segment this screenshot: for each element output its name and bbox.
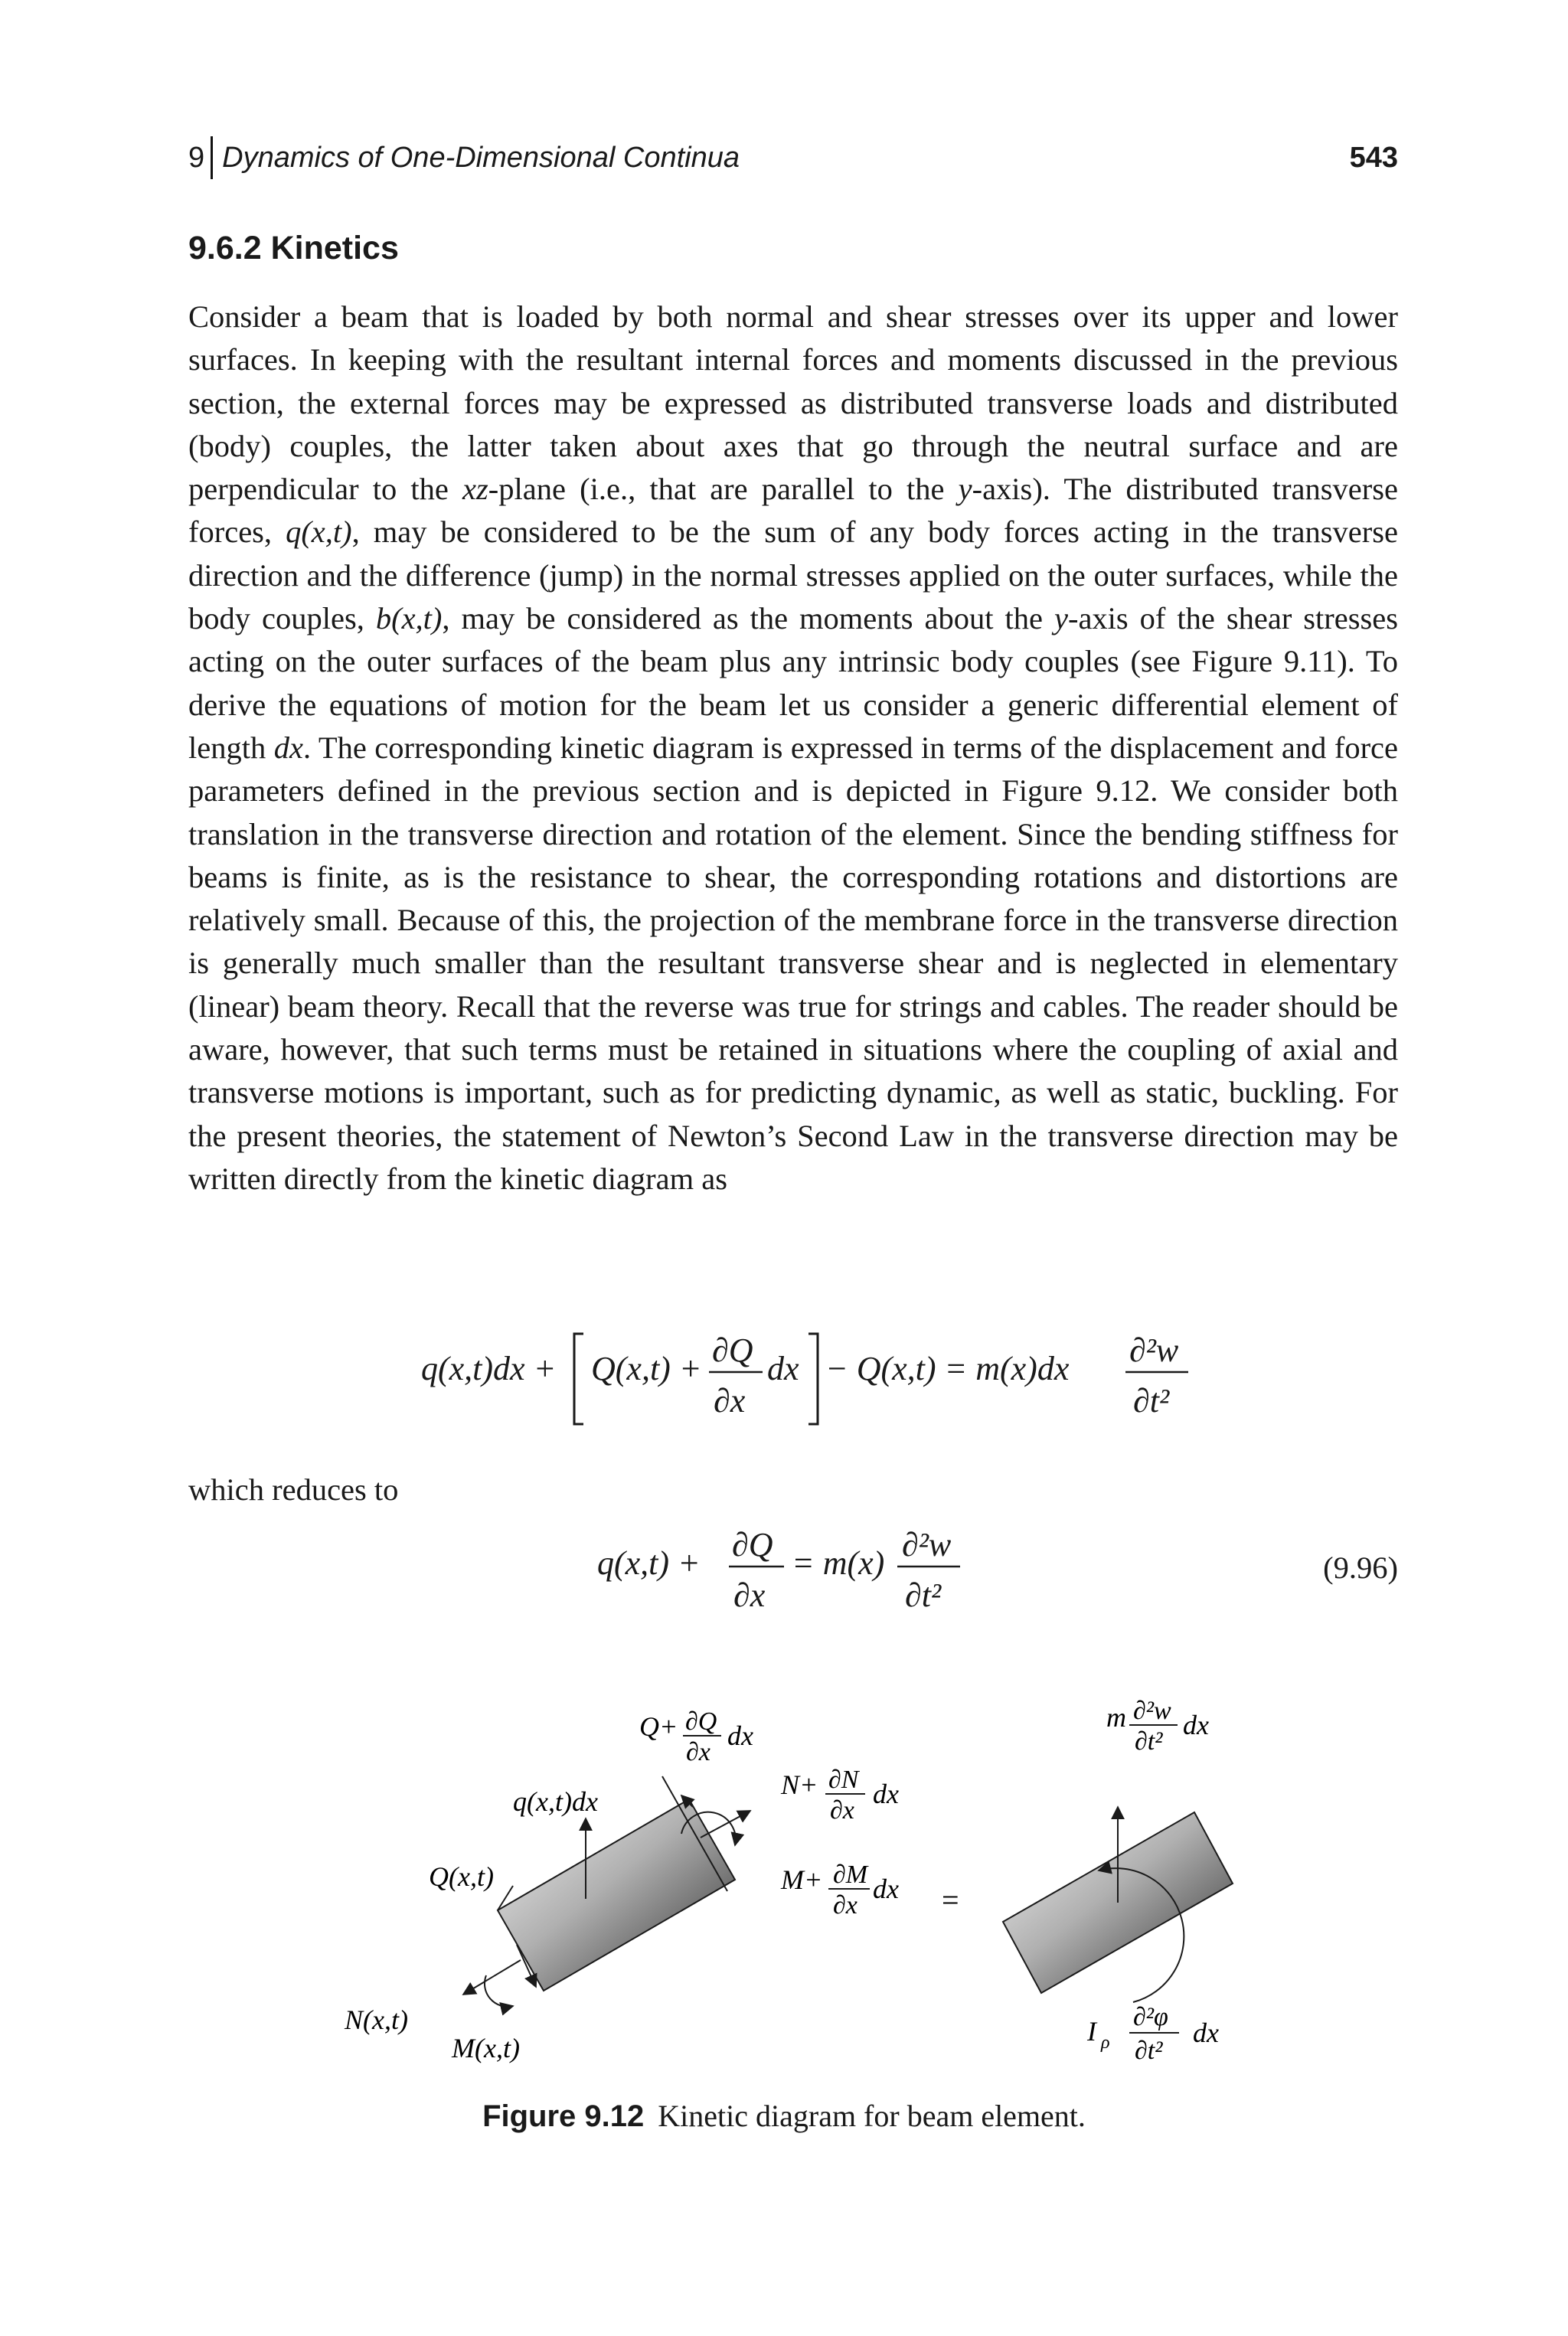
eq2-frac-num: ∂Q (732, 1526, 773, 1563)
label-N-plus: N+ (781, 1769, 818, 1800)
header-divider (211, 136, 213, 179)
label-dM-num: ∂M (833, 1861, 868, 1889)
label-dM-den: ∂x (833, 1891, 858, 1919)
math-xz: xz (462, 472, 488, 507)
eq2-mid: = m(x) (792, 1544, 885, 1582)
label-dM-dx: dx (873, 1874, 899, 1904)
eq1-q-term: q(x,t)dx + (421, 1350, 557, 1387)
math-q-xt: q(x,t) (286, 515, 352, 550)
label-dN-num: ∂N (828, 1766, 859, 1794)
axial-force-right-arrow (701, 1811, 750, 1838)
math-y: y (1054, 601, 1068, 636)
text-run: , may be considered as the moments about the (442, 601, 1054, 636)
math-dx: dx (273, 730, 303, 765)
kinetic-diagram-figure (322, 1681, 1256, 2079)
label-Q-plus: Q+ (639, 1711, 678, 1742)
eq1-dx: dx (767, 1350, 799, 1387)
label-rot-num: ∂²φ (1133, 2003, 1168, 2031)
label-dQ-dx: dx (727, 1720, 753, 1751)
eq1-minus-Q: − Q(x,t) = m(x)dx (825, 1350, 1070, 1387)
running-header (188, 135, 740, 181)
chapter-title: Dynamics of One-Dimensional Continua (222, 141, 740, 174)
eq1-frac-num: ∂Q (712, 1331, 753, 1369)
chapter-number: 9 (188, 141, 205, 174)
moment-left-arc (485, 1975, 513, 2007)
label-dQ-num: ∂Q (685, 1707, 717, 1736)
text-run: -axis of the shear stresses acting on the outer surfaces of the beam plus any intrinsic body couples (see Figure 9.11). To derive the equations of motion for the beam let us consider a generic differential element of length (188, 601, 1399, 765)
label-rot-den: ∂t² (1135, 2037, 1163, 2065)
section-heading: 9.6.2 Kinetics (188, 230, 399, 266)
equation-newton-transverse (413, 1317, 1256, 1432)
body-paragraph (188, 296, 1398, 1201)
math-y: y (958, 472, 972, 507)
label-m: m (1106, 1702, 1126, 1733)
label-rho: ρ (1101, 2033, 1110, 2053)
label-dQ-den: ∂x (686, 1738, 710, 1766)
eq1-rhs-num: ∂²w (1129, 1331, 1179, 1369)
text-run: , may be considered to be the sum of any body forces acting in the transverse direction and the difference (jump) in the normal stresses applied on the outer surfaces, while the body couples, (188, 515, 1398, 636)
eq2-frac-den: ∂x (733, 1576, 766, 1614)
label-q-dx: q(x,t)dx (513, 1786, 598, 1817)
math-b-xt: b(x,t) (375, 601, 443, 636)
equation-number: (9.96) (1323, 1550, 1398, 1585)
label-dN-dx: dx (873, 1779, 899, 1809)
label-Q-xt: Q(x,t) (429, 1861, 494, 1892)
text-run: Consider a beam that is loaded by both normal and shear stresses over its upper and lower surfaces. In keeping with the resultant internal forces and moments discussed in the previous section, the external forces may be expressed as distributed transverse loads and distributed (body) couples, the latter taken about axes that go through the neutral surface and are perpendicular to the (188, 299, 1398, 507)
right-bracket (808, 1334, 818, 1424)
eq1-frac-den: ∂x (714, 1382, 746, 1420)
label-rot-dx: dx (1193, 2017, 1219, 2048)
label-dN-den: ∂x (830, 1796, 854, 1825)
text-run: . The corresponding kinetic diagram is expressed in terms of the displacement and force parameters defined in the previous section and is depicted in Figure 9.12. We consider both translation in the transverse direction and rotation of the element. Since the bending stiffness for beams is finite, as is the resistance to shear, the corresponding rotations and distortions are relatively small. Because of this, the projection of the membrane force in the transverse direction is generally much smaller than the resultant transverse shear and is neglected in elementary (linear) beam theory. Recall that the reverse was true for strings and cables. The reader should be aware, however, that such terms must be retained in situations where the coupling of axial and transverse motions is important, such as for predicting dynamic, as well as static, buckling. For the present theories, the statement of Newton’s Second Law in the transverse direction may be written directly from the kinetic diagram as (188, 730, 1399, 1196)
label-N-xt: N(x,t) (345, 2004, 408, 2035)
label-M-plus: M+ (781, 1864, 823, 1895)
eq2-rhs-num: ∂²w (902, 1526, 952, 1563)
label-I: I (1087, 2016, 1096, 2047)
connecting-text: which reduces to (188, 1472, 399, 1507)
eq2-rhs-den: ∂t² (905, 1576, 942, 1614)
label-inertia-num: ∂²w (1133, 1697, 1171, 1725)
eq2-lhs: q(x,t) + (597, 1544, 701, 1582)
equation-9-96 (590, 1516, 988, 1631)
label-inertia-dx: dx (1183, 1710, 1209, 1740)
text-run: -plane (i.e., that are parallel to the (488, 472, 959, 507)
label-inertia-den: ∂t² (1135, 1727, 1163, 1756)
left-bracket (574, 1334, 583, 1424)
text-run: -axis). The distributed transverse forces, (188, 472, 1398, 550)
axial-force-left-arrow (463, 1960, 521, 1995)
beam-element-free-body (498, 1799, 735, 1991)
eq1-rhs-den: ∂t² (1133, 1382, 1170, 1420)
page-number: 543 (1349, 142, 1398, 174)
eq1-Q-term: Q(x,t) + (591, 1350, 702, 1387)
figure-caption (0, 2098, 1568, 2134)
label-equals: = (942, 1883, 959, 1917)
figure-caption-label: Figure 9.12 (482, 2099, 645, 2133)
figure-caption-text: Kinetic diagram for beam element. (658, 2099, 1086, 2133)
label-M-xt: M(x,t) (452, 2033, 520, 2063)
